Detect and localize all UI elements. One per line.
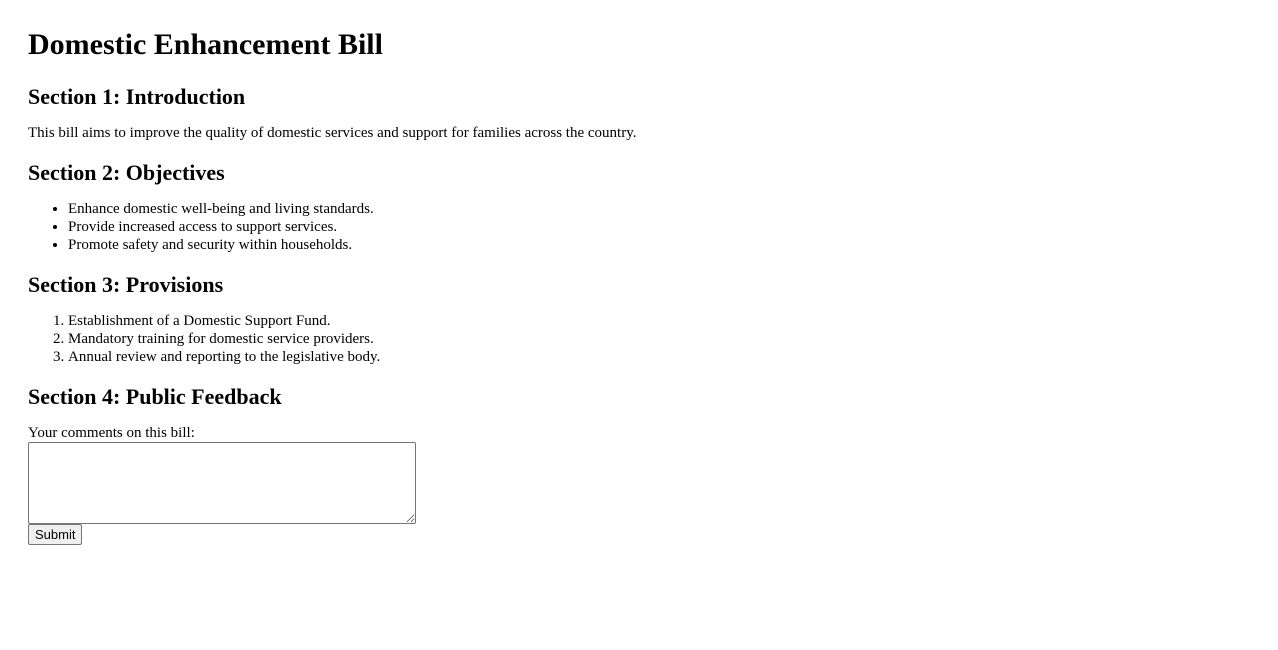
section-objectives <box>28 160 1250 254</box>
list-item: 2. Mandatory training for domestic service providers. <box>68 330 1250 348</box>
list-item: • Promote safety and security within households. <box>68 236 1250 254</box>
section-public-feedback <box>28 384 1250 545</box>
intro-text: This bill aims to improve the quality of domestic services and support for families across the country. <box>28 125 637 141</box>
list-item: • Provide increased access to support services. <box>68 218 1250 236</box>
list-item: 3. Annual review and reporting to the legislative body. <box>68 348 1250 366</box>
objectives-list <box>28 200 1250 254</box>
comments-textarea[interactable] <box>28 442 416 524</box>
section-heading: Section 4: Public Feedback <box>28 384 282 409</box>
section-introduction <box>28 84 1250 142</box>
section-heading: Section 3: Provisions <box>28 272 224 297</box>
provisions-list <box>28 312 1250 366</box>
list-item: • Enhance domestic well-being and living standards. <box>68 200 1250 218</box>
comments-label: Your comments on this bill: <box>28 425 195 441</box>
submit-button[interactable]: Submit <box>28 524 82 545</box>
section-heading: Section 1: Introduction <box>28 84 246 109</box>
section-provisions <box>28 272 1250 366</box>
section-heading: Section 2: Objectives <box>28 160 225 185</box>
page-title: Domestic Enhancement Bill <box>28 28 383 61</box>
list-item: 1. Establishment of a Domestic Support Fund. <box>68 312 1250 330</box>
